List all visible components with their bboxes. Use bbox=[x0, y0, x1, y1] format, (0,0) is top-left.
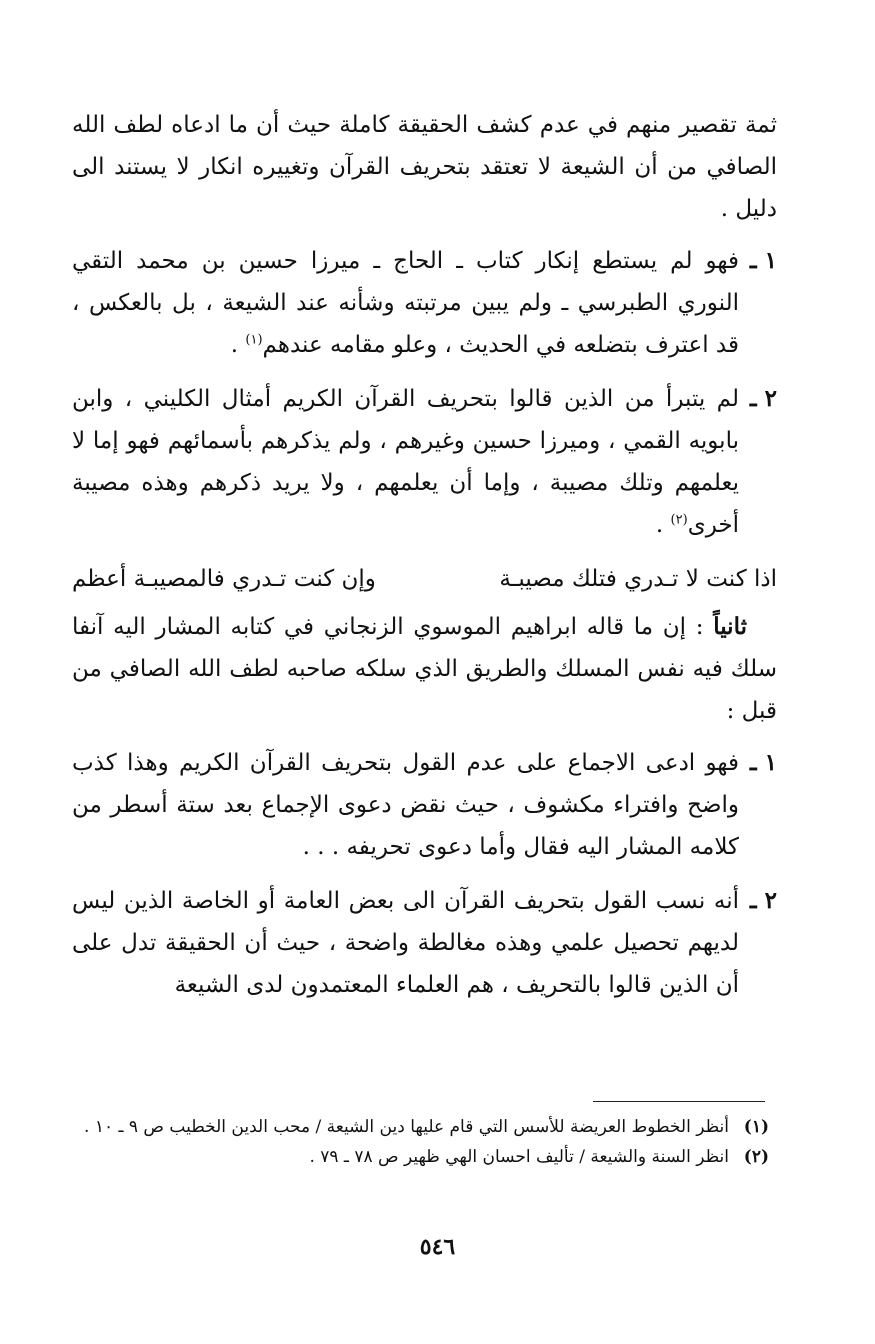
paragraph-secondly bbox=[72, 606, 777, 732]
footnote bbox=[72, 1142, 769, 1172]
item-text: فهو ادعى الاجماع على عدم القول بتحريف القرآن الكريم وهذا كذب واضح وافتراء مكشوف ، حيث نقض دعوى الإجماع بعد ستة أسطر من كلامه المشار اليه فقال وأما دعوى تحريفه . . . bbox=[72, 750, 739, 860]
footnote-text: انظر السنة والشيعة / تأليف احسان الهي ظهير ص ٧٨ ـ ٧٩ . bbox=[309, 1147, 729, 1167]
item-text: أنه نسب القول بتحريف القرآن الى بعض العامة أو الخاصة الذين ليس لديهم تحصيل علمي وهذه مغالطة واضحة ، حيث أن الحقيقة تدل على أن الذين قالوا بالتحريف ، هم العلماء المعتمدون لدى الشيعة bbox=[72, 888, 739, 998]
item-body: لم يتبرأ من الذين قالوا بتحريف القرآن الكريم أمثال الكليني ، وابن بابويه القمي ، وميرزا حسين وغيرهم ، ولم يذكرهم بأسمائهم فهو إما لا يعلمهم وتلك مصيبة ، وإما أن يعلمهم ، ولا يريد ذكرهم وهذه مصيبة أخرى bbox=[72, 386, 739, 538]
item-text bbox=[72, 240, 739, 366]
paragraph-body: : إن ما قاله ابراهيم الموسوي الزنجاني في كتابه المشار اليه آنفا سلك فيه نفس المسلك والطريق الذي سلكه صاحبه لطف الله الصافي من قبل : bbox=[72, 614, 777, 724]
footnote-number: (٢) bbox=[743, 1147, 769, 1167]
footnote-divider bbox=[593, 1101, 765, 1102]
verse-first-hemistich: اذا كنت لا تـدري فتلك مصيبـة bbox=[499, 566, 777, 592]
item-end: . bbox=[655, 512, 671, 538]
item-number: ٢ ـ bbox=[749, 887, 777, 914]
page-number: ٥٤٦ bbox=[419, 1234, 456, 1260]
footnote bbox=[72, 1112, 769, 1142]
paragraph-intro: ثمة تقصير منهم في عدم كشف الحقيقة كاملة حيث أن ما ادعاه لطف الله الصافي من أن الشيعة لا تعتقد بتحريف القرآن وتغييره انكار لا يستند الى دليل . bbox=[72, 112, 777, 222]
footnote-text: أنظر الخطوط العريضة للأسس التي قام عليها دين الشيعة / محب الدين الخطيب ص ٩ ـ ١٠ . bbox=[84, 1117, 729, 1137]
item-body: فهو لم يستطع إنكار كتاب ـ الحاج ـ ميرزا حسين بن محمد التقي النوري الطبرسي ـ ولم يبين مرتبته وشأنه عند الشيعة ، بل بالعكس ، قد اعترف بتضلعه في الحديث ، وعلو مقامه عندهم bbox=[72, 248, 739, 358]
footnote-number: (١) bbox=[743, 1117, 769, 1137]
verse-second-hemistich: وإن كنت تـدري فالمصيبـة أعظم bbox=[72, 566, 376, 592]
list-item bbox=[72, 240, 777, 366]
list-item bbox=[72, 378, 777, 546]
list-item bbox=[72, 880, 777, 1006]
main-text bbox=[72, 104, 777, 1018]
footnote-ref[interactable]: (١) bbox=[245, 332, 263, 348]
footnote-ref[interactable]: (٢) bbox=[670, 512, 688, 528]
item-number: ١ ـ bbox=[749, 749, 777, 776]
list-item bbox=[72, 742, 777, 868]
item-number: ١ ـ bbox=[749, 247, 777, 274]
poetry-verse bbox=[72, 558, 777, 600]
item-text bbox=[72, 378, 739, 546]
section-lead: ثانياً bbox=[713, 613, 747, 640]
item-end: . bbox=[230, 332, 246, 358]
footnotes bbox=[72, 1112, 769, 1172]
item-number: ٢ ـ bbox=[749, 385, 777, 412]
